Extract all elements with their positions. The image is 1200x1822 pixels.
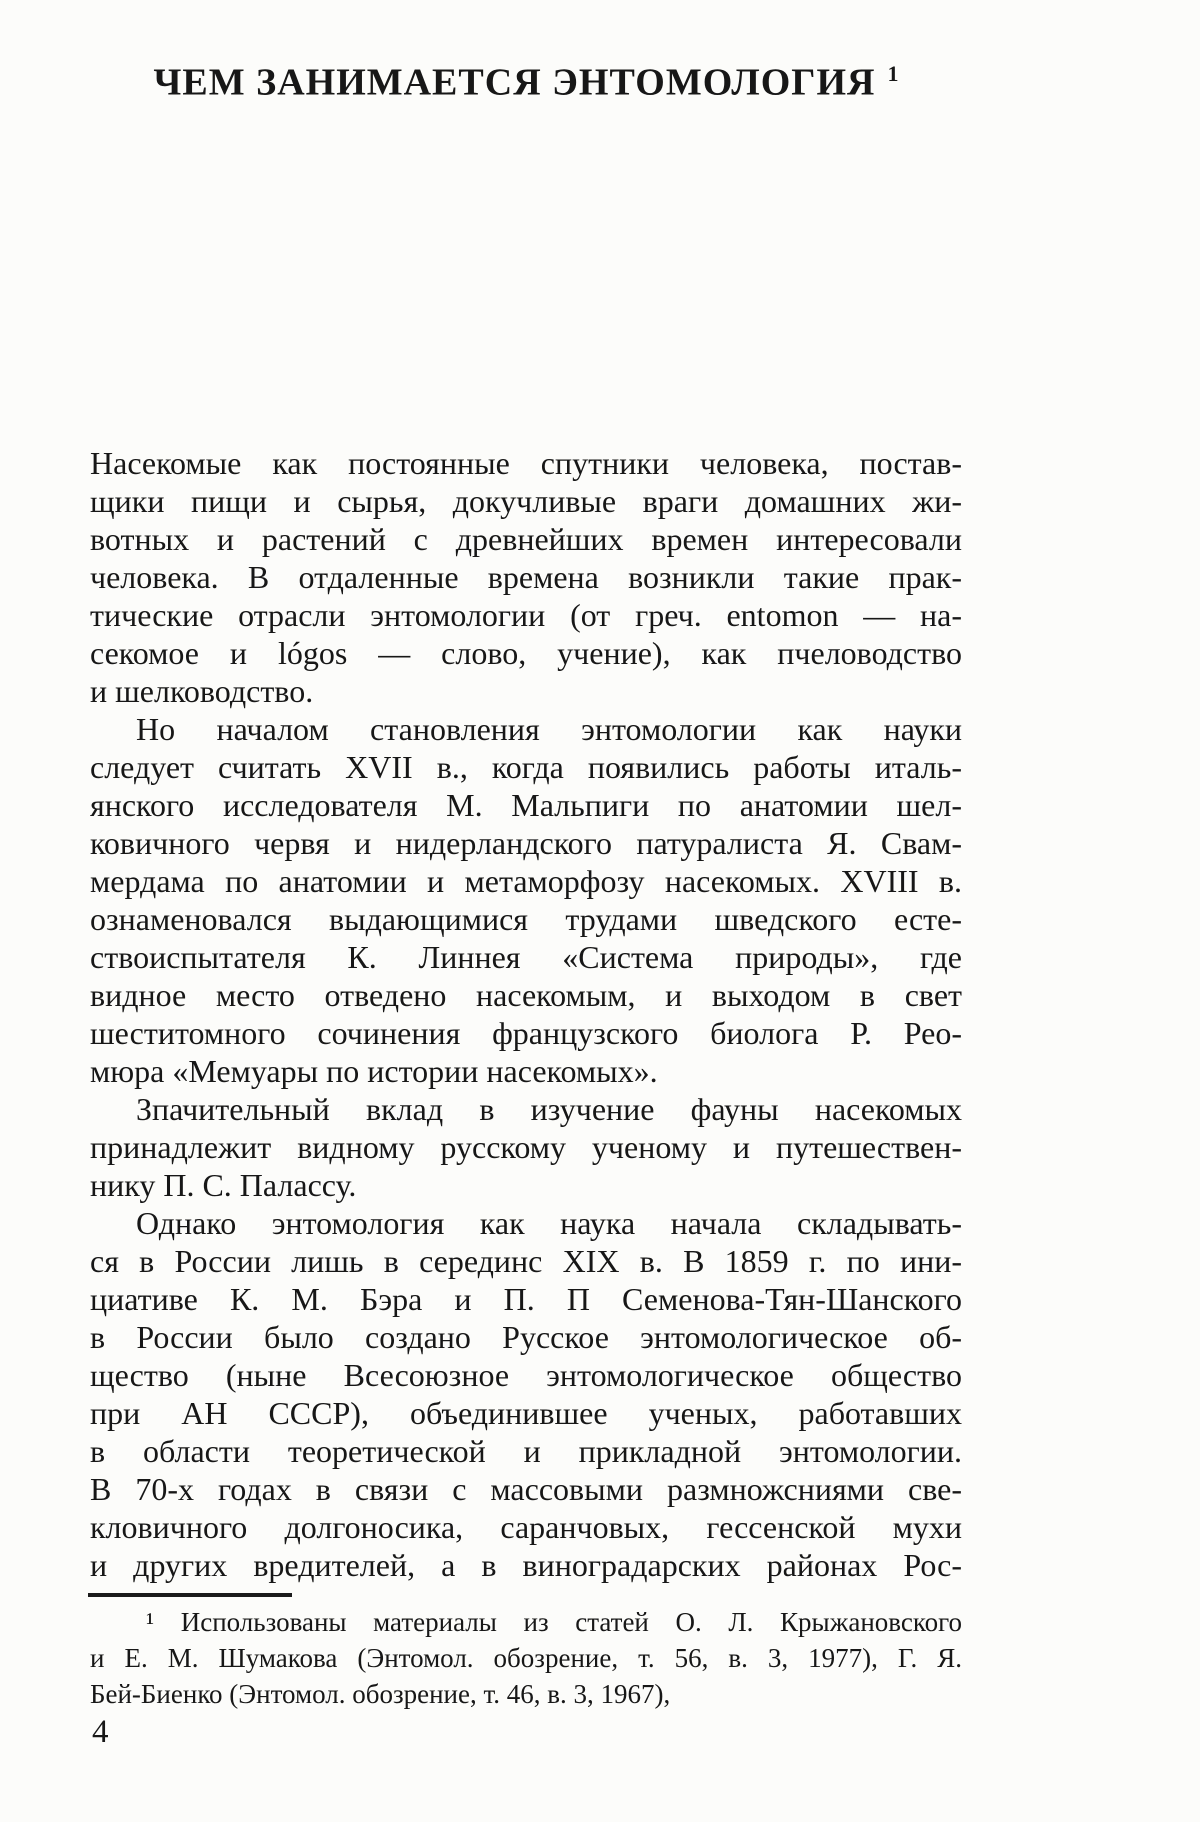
text-line: при АН СССР), объединившее ученых, работавших [90,1395,962,1431]
text-line: щики пищи и сырья, докучливые враги домашних жи- [90,483,962,519]
paragraph-1 [90,444,962,710]
text-line: видное место отведено насекомым, и выходом в свет [90,977,962,1013]
paragraph-3 [90,1090,962,1204]
text-line: ознаменовался выдающимися трудами шведского есте- [90,901,962,937]
text-line: человека. В отдаленные времена возникли такие прак- [90,559,962,595]
text-line: Но началом становления энтомологии как науки [136,711,962,747]
page-number: 4 [92,1714,109,1750]
text-line: Однако энтомология как наука начала складывать- [136,1205,962,1241]
text-line: Насекомые как постоянные спутники человека, постав- [90,445,962,481]
body-text [90,444,962,1584]
text-line: секомое и lógos — слово, учение), как пчеловодство [90,635,962,671]
page-title-text: ЧЕМ ЗАНИМАЕТСЯ ЭНТОМОЛОГИЯ [153,61,876,104]
text-line: мюра «Мемуары по истории насекомых». [90,1053,658,1089]
text-line: тические отрасли энтомологии (от греч. entomon — на- [90,597,962,633]
text-line: янского исследователя М. Мальпиги по анатомии шел- [90,787,962,823]
footnote-rule [88,1593,292,1597]
footnote-line: Бей-Биенко (Энтомол. обозрение, т. 46, в. 3, 1967), [90,1679,671,1709]
title-footnote-mark: 1 [887,61,899,86]
text-line: Зпачительный вклад в изучение фауны насекомых [136,1091,962,1127]
text-line: в России было создано Русское энтомологическое об- [90,1319,962,1355]
text-line: следует считать XVII в., когда появились работы италь- [90,749,962,785]
text-line: вотных и растений с древнейших времен интересовали [90,521,962,557]
text-line: и других вредителей, а в виноградарских районах Рос- [90,1547,962,1583]
paragraph-4 [90,1204,962,1584]
text-line: ствоиспытателя К. Линнея «Система природы», где [90,939,962,975]
text-line: циативе К. М. Бэра и П. П Семенова-Тян-Шанского [90,1281,962,1317]
text-line: В 70-х годах в связи с массовыми размножсниями све- [90,1471,962,1507]
footnote-line: и Е. М. Шумакова (Энтомол. обозрение, т. 56, в. 3, 1977), Г. Я. [90,1643,962,1673]
footnote [90,1604,962,1712]
text-line: и шелководство. [90,673,314,709]
text-line: мердама по анатомии и метаморфозу насекомых. XVIII в. [90,863,962,899]
paragraph-2 [90,710,962,1090]
page-title [90,52,962,105]
text-line: принадлежит видному русскому ученому и путешествен- [90,1129,962,1165]
text-line: ковичного червя и нидерландского патуралиста Я. Свам- [90,825,962,861]
text-line: шеститомного сочинения французского биолога Р. Рео- [90,1015,962,1051]
text-line: кловичного долгоносика, саранчовых, гессенской мухи [90,1509,962,1545]
text-line: нику П. С. Палассу. [90,1167,357,1203]
text-line: щество (ныне Всесоюзное энтомологическое общество [90,1357,962,1393]
text-line: ся в России лишь в серединс XIX в. В 1859 г. по ини- [90,1243,962,1279]
footnote-line: ¹ Использованы материалы из статей О. Л. Крыжановского [146,1607,962,1637]
text-line: в области теоретической и прикладной энтомологии. [90,1433,962,1469]
